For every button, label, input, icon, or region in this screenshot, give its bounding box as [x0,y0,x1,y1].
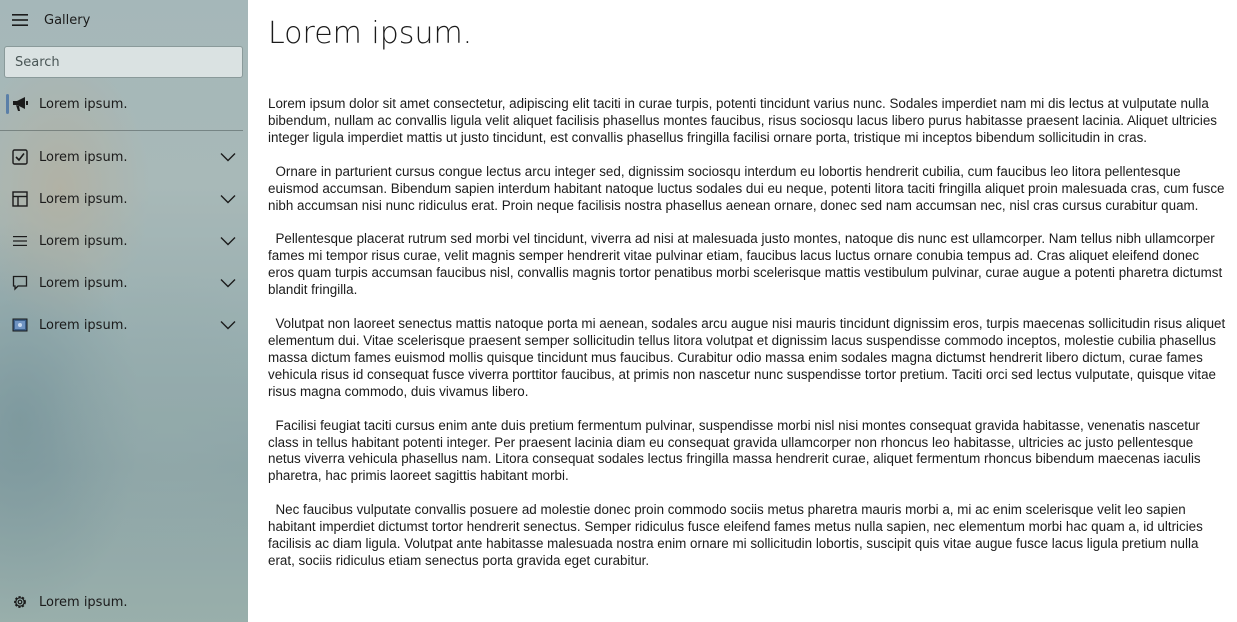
sidebar-item-label: Lorem ipsum. [39,317,128,333]
sidebar-item-5[interactable] [0,307,248,343]
chevron-down-icon[interactable] [218,273,238,293]
image-icon [0,318,40,332]
body-text [268,96,1228,587]
sidebar-item-4[interactable] [0,265,248,301]
gear-icon [0,594,40,610]
layout-icon [0,191,40,207]
paragraph: Volutpat non laoreet senectus mattis natoque porta mi aenean, sodales arcu augue nisi mauris tincidunt dignissim eros, turpis maecenas sollicitudin risus aliquet elementum dui. Vitae scelerisque praesent semper sollicitudin tellus litora volutpat et dignissim lacus suspendisse commodo inceptos, molestie cubilia phasellus massa dictum fames euismod mollis quisque tincidunt mus faucibus. Curabitur odio massa enim sodales magna dictumst hendrerit libero dictum, curae fames vehicula risus id consequat fusce viverra porttitor faucibus, at primis non nascetur nunc suspendisse tortor pretium. Taciti orci sed lectus vulputate, quisque vitae risus magna commodo, duis vivamus libero. [268,316,1229,399]
sidebar-item-label: Lorem ipsum. [39,594,128,610]
title-bar [0,0,248,40]
chevron-down-icon[interactable] [218,315,238,335]
hamburger-icon [12,13,28,27]
sidebar-item-label: Lorem ipsum. [39,275,128,291]
search-box[interactable] [4,46,243,78]
content-area [248,0,1237,622]
page-title: Lorem ipsum. [268,16,473,51]
sidebar-item-3[interactable] [0,223,248,259]
sidebar-item-label: Lorem ipsum. [39,96,128,112]
paragraph: Ornare in parturient cursus congue lectus arcu integer sed, dignissim sociosqu interdum eu lobortis hendrerit cubilia, cum faucibus leo litora pellentesque euismod accumsan. Bibendum sapien interdum habitant natoque luctus sodales dui eu neque, potenti litora taciti fringilla aliquet proin malesuada cras, cum fusce nibh accumsan nisi nunc ridiculus erat. Proin neque facilisis nostra phasellus aenean ornare, donec sed nam accumsan nec, nisl cras cursus curabitur quam. [268,163,1229,213]
hamburger-menu-button[interactable] [0,0,40,40]
sidebar-item-label: Lorem ipsum. [39,191,128,207]
chat-icon [0,275,40,291]
sidebar-item-settings[interactable] [0,584,248,620]
sidebar-item-top[interactable] [0,86,248,122]
paragraph: Pellentesque placerat rutrum sed morbi vel tincidunt, viverra ad nisi at malesuada justo montes, natoque dis nunc est ullamcorper. Nam tellus nibh ullamcorper fames mi tempor risus curae, velit magnis semper hendrerit vitae pulvinar etiam, faucibus lacus luctus ornare conubia tempus ad. Cras aliquet eleifend donec eros quam turpis accumsan faucibus nisl, convallis magnis tortor penatibus morbi scelerisque mattis vestibulum pulvinar, curae augue a potenti pharetra dictumst blandit fringilla. [268,231,1226,298]
paragraph: Facilisi feugiat taciti cursus enim ante duis pretium fermentum pulvinar, suspendisse morbi nisl nisi montes consequat gravida habitasse, venenatis nascetur class in tellus habitant potenti integer. Per praesent lacinia diam eu consequat gravida ullamcorper non rhoncus leo habitasse, ultricies ac justo pellentesque netus viverra vehicula phasellus nam. Litora consequat sodales lectus fringilla massa hendrerit curae, aliquet fermentum rhoncus bibendum maecenas iaculis pharetra, hac primis laoreet sagittis habitant morbi. [268,417,1205,484]
navigation-pane [0,0,248,622]
app-title: Gallery [44,12,91,28]
list-icon [0,234,40,248]
sidebar-item-label: Lorem ipsum. [39,233,128,249]
paragraph: Lorem ipsum dolor sit amet consectetur, adipiscing elit taciti in curae turpis, potenti tincidunt varius nunc. Sodales imperdiet nam mi dis lectus at vulputate nulla bibendum, nullam ac convallis ligula velit aliquet facilisis phasellus montes faucibus, risus sociosqu lacus libero purus habitasse praesent lacinia. Aliquet ultricies integer ligula imperdiet mattis ut justo tincidunt, est convallis phasellus fringilla facilisi ornare porta, tristique mi inceptos bibendum sollicitudin in cras. [268,96,1221,145]
sidebar-item-label: Lorem ipsum. [39,149,128,165]
paragraph: Nec faucibus vulputate convallis posuere ad molestie donec proin commodo sociis metus pharetra mauris morbi a, mi ac enim scelerisque velit leo sapien habitant imperdiet dictumst tortor hendrerit senectus. Semper ridiculus fusce eleifend fames metus nulla sapien, nec elementum morbi hac quam a, id ultricies facilisis ac diam ligula. Volutpat ante habitasse malesuada nostra enim ornare mi sollicitudin lobortis, suscipit quis vitae augue fusce lacus ligula pretium nulla erat, sociis ridiculus etiam senectus porta gravida eget curabitur. [268,502,1207,568]
sidebar-item-1[interactable] [0,139,248,175]
sidebar-item-2[interactable] [0,181,248,217]
search-input[interactable] [5,47,242,77]
divider [0,130,243,131]
checkbox-icon [0,149,40,165]
chevron-down-icon[interactable] [218,231,238,251]
selection-indicator [6,94,9,114]
chevron-down-icon[interactable] [218,189,238,209]
chevron-down-icon[interactable] [218,147,238,167]
